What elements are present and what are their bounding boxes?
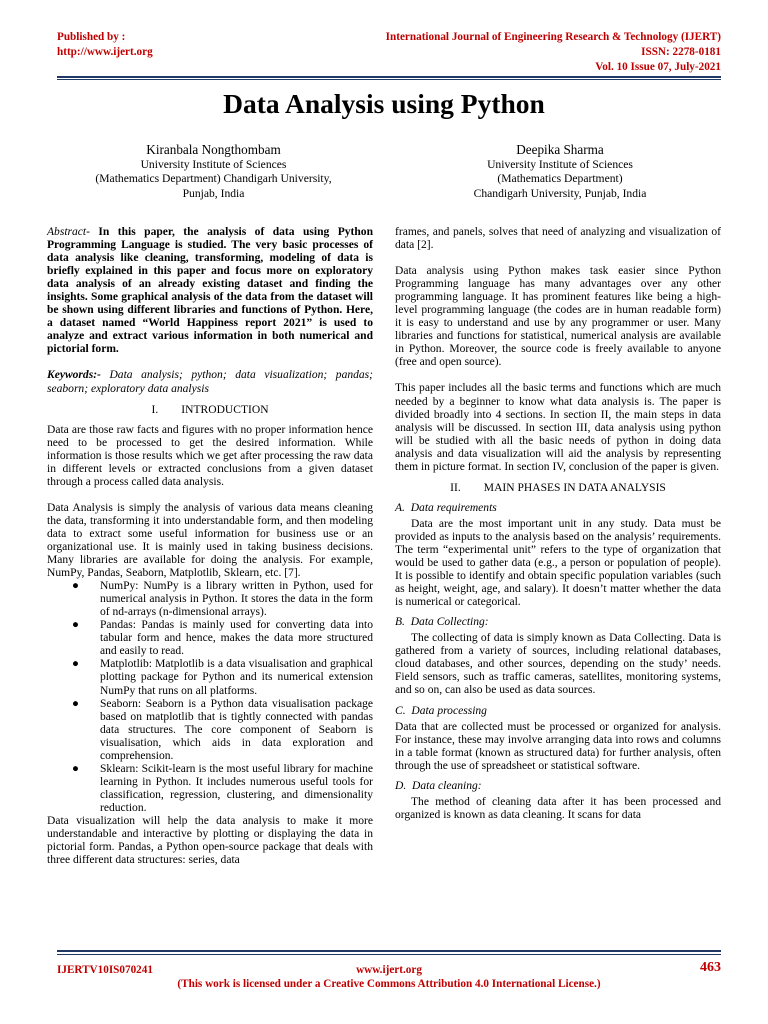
paragraph: Data are the most important unit in any study. Data must be provided as inputs to the analysis based on the analysis’ requirements. The term “experimental unit” refers to the type of organization that would be used to gather data (e.g., a person or population of people). It is possible to identify and obtain specific population variables (such as height, weight, age, and salary). It doesn’t matter whether the data is numerical or categorical. [395, 517, 721, 609]
paragraph: Data visualization will help the data analysis to make it more understandable and interactive by plotting or displaying the data in pictorial form. Pandas, a Python open-source package that deals with three different data structures: series, data [47, 814, 373, 867]
paragraph: frames, and panels, solves that need of analyzing and visualization of data [2]. [395, 226, 721, 252]
page-number: 463 [700, 960, 721, 975]
list-item-text: Seaborn: Seaborn is a Python data visualisation package based on matplotlib that is tightly connected with pandas data structures. The core component of Seaborn is visualisation, which aids in data exploration and comprehension. [100, 697, 373, 762]
footer-divider [57, 950, 721, 952]
author-affiliation-line: University Institute of Sciences [487, 158, 633, 171]
author-block-2 [400, 141, 720, 201]
author-affiliation-line: Punjab, India [182, 186, 245, 200]
journal-issn: ISSN: 2278-0181 [641, 46, 721, 58]
paragraph: This paper includes all the basic terms and functions which are much needed by a beginner to know what data analysis is. The paper is divided broadly into 4 sections. In section II, the main steps in data analysis will be discussed. In section III, data analysis using python will be studied with all the basic needs of python in doing data analysis and data visualization will aid the analysis by representing them in picture format. In section IV, conclusion of the paper is given. [395, 382, 721, 473]
paragraph: Data that are collected must be processed or organized for analysis. For instance, these may involve arranging data into rows and columns in a table format (known as structured data) for further analysis, often through the use of spreadsheet or statistical software. [395, 720, 721, 772]
bullet-icon: ● [72, 580, 79, 593]
journal-name: International Journal of Engineering Research & Technology (IJERT) [385, 31, 721, 43]
section-heading-main-phases: II. MAIN PHASES IN DATA ANALYSIS [450, 481, 666, 494]
journal-header [57, 30, 721, 78]
bullet-icon: ● [72, 762, 79, 775]
list-item [72, 658, 373, 697]
author-name: Deepika Sharma [516, 142, 604, 157]
author-affiliation-line: Chandigarh University, Punjab, India [473, 186, 647, 200]
list-item [72, 762, 373, 815]
list-item-text: Pandas: Pandas is mainly used for converting data into tabular form and hence, makes the data more structured and easily to read. [100, 619, 373, 658]
footer-url-link[interactable]: www.ijert.org [356, 964, 422, 976]
abstract-label: Abstract- [47, 226, 90, 238]
paragraph: The method of cleaning data after it has been processed and organized is known as data cleaning. It scans for data [395, 795, 721, 821]
header-divider [57, 76, 721, 78]
journal-volume: Vol. 10 Issue 07, July-2021 [595, 61, 721, 73]
subsection-heading: B. Data Collecting: [395, 616, 489, 629]
paragraph: The collecting of data is simply known as Data Collecting. Data is gathered from a variety of sources, including relational databases, cloud databases, and other sources, depending on the study’ needs. Field sensors, such as traffic cameras, satellites, monitoring systems, and so on, can also be used as data sources. [395, 632, 721, 697]
keywords [47, 369, 373, 395]
list-item-text: NumPy: NumPy is a library written in Python, used for numerical analysis in Python. It stores the data in the form of nd-arrays (n-dimensional arrays). [100, 580, 373, 619]
header-divider-thin [57, 79, 721, 80]
keywords-label: Keywords:- [47, 369, 101, 382]
abstract-text: In this paper, the analysis of data using Python Programming Language is studied. The very basic processes of data analysis like cleaning, transforming, modeling of data is briefly explained in this paper and focus more on exploratory data analysis of an already existing dataset and finding the insights. Some graphical analysis of the data from the dataset will be shown using different libraries and functions of Python. Here, a dataset named “World Happiness report 2021” is used to analyze and extract various information in both numerical and pictorial form. [47, 226, 373, 356]
publisher-url-link[interactable]: http://www.ijert.org [57, 46, 153, 58]
bullet-icon: ● [72, 697, 79, 710]
keywords-text: Data analysis; python; data visualization; pandas; seaborn; exploratory data analysis [47, 369, 373, 395]
journal-info-block [386, 30, 721, 75]
bullet-icon: ● [72, 658, 79, 671]
paragraph: Data are those raw facts and figures with no proper information hence need to be processed to get the desired information. While information is those results which we get after processing the raw data in different levels or extracted conclusions from a given dataset through a process called data analysis. [47, 423, 373, 488]
paragraph: Data analysis using Python makes task easier since Python Programming language has many advantages over any other programming language. It has prominent features like being a high-level programming language (the codes are in human readable form) it is easy to understand and use by any programmer or user. Many libraries and functions for statistical, numerical analysis are available in Python. Moreover, the source code is freely available to anyone (free and open source). [395, 265, 721, 369]
list-item [72, 580, 373, 619]
paragraph: Data Analysis is simply the analysis of various data means cleaning the data, transforming it into understandable form, and then modeling data to extract some useful information for business use or an organizational use. It is mainly used in taking business decisions. Many libraries are available for doing the analysis. For example, NumPy, Pandas, Seaborn, Matplotlib, Sklearn, etc. [7]. [47, 501, 373, 580]
footer-divider-thin [57, 954, 721, 955]
author-affiliation-line: University Institute of Sciences [140, 158, 287, 171]
list-item [72, 619, 373, 658]
paper-id: IJERTV10IS070241 [57, 964, 153, 976]
left-column [47, 226, 373, 867]
subsection-heading: A. Data requirements [395, 501, 497, 514]
right-column [395, 226, 721, 822]
publisher-block [57, 30, 153, 60]
author-block-1 [50, 141, 377, 201]
author-affiliation-line: (Mathematics Department) Chandigarh University, [95, 172, 332, 186]
list-item-text: Matplotlib: Matplotlib is a data visualisation and graphical plotting package for Python and its numerical extension NumPy that runs on all platforms. [100, 658, 373, 697]
license-note: (This work is licensed under a Creative Commons Attribution 4.0 International License.) [177, 978, 601, 990]
page-footer [57, 960, 721, 992]
author-name: Kiranbala Nongthombam [146, 142, 281, 157]
list-item-text: Sklearn: Scikit-learn is the most useful library for machine learning in Python. It includes numerous useful tools for classification, regression, clustering, and dimensionality reduction. [100, 762, 373, 814]
subsection-heading: D. Data cleaning: [395, 779, 482, 792]
list-item [72, 697, 373, 763]
publisher-label: Published by : [57, 31, 126, 43]
paper-title: Data Analysis using Python [223, 88, 545, 119]
subsection-heading: C. Data processing [395, 704, 487, 717]
library-bullet-list [47, 580, 373, 815]
author-affiliation-line: (Mathematics Department) [497, 172, 623, 186]
section-heading-introduction: I. INTRODUCTION [151, 403, 269, 416]
bullet-icon: ● [72, 619, 79, 632]
abstract [47, 226, 373, 356]
